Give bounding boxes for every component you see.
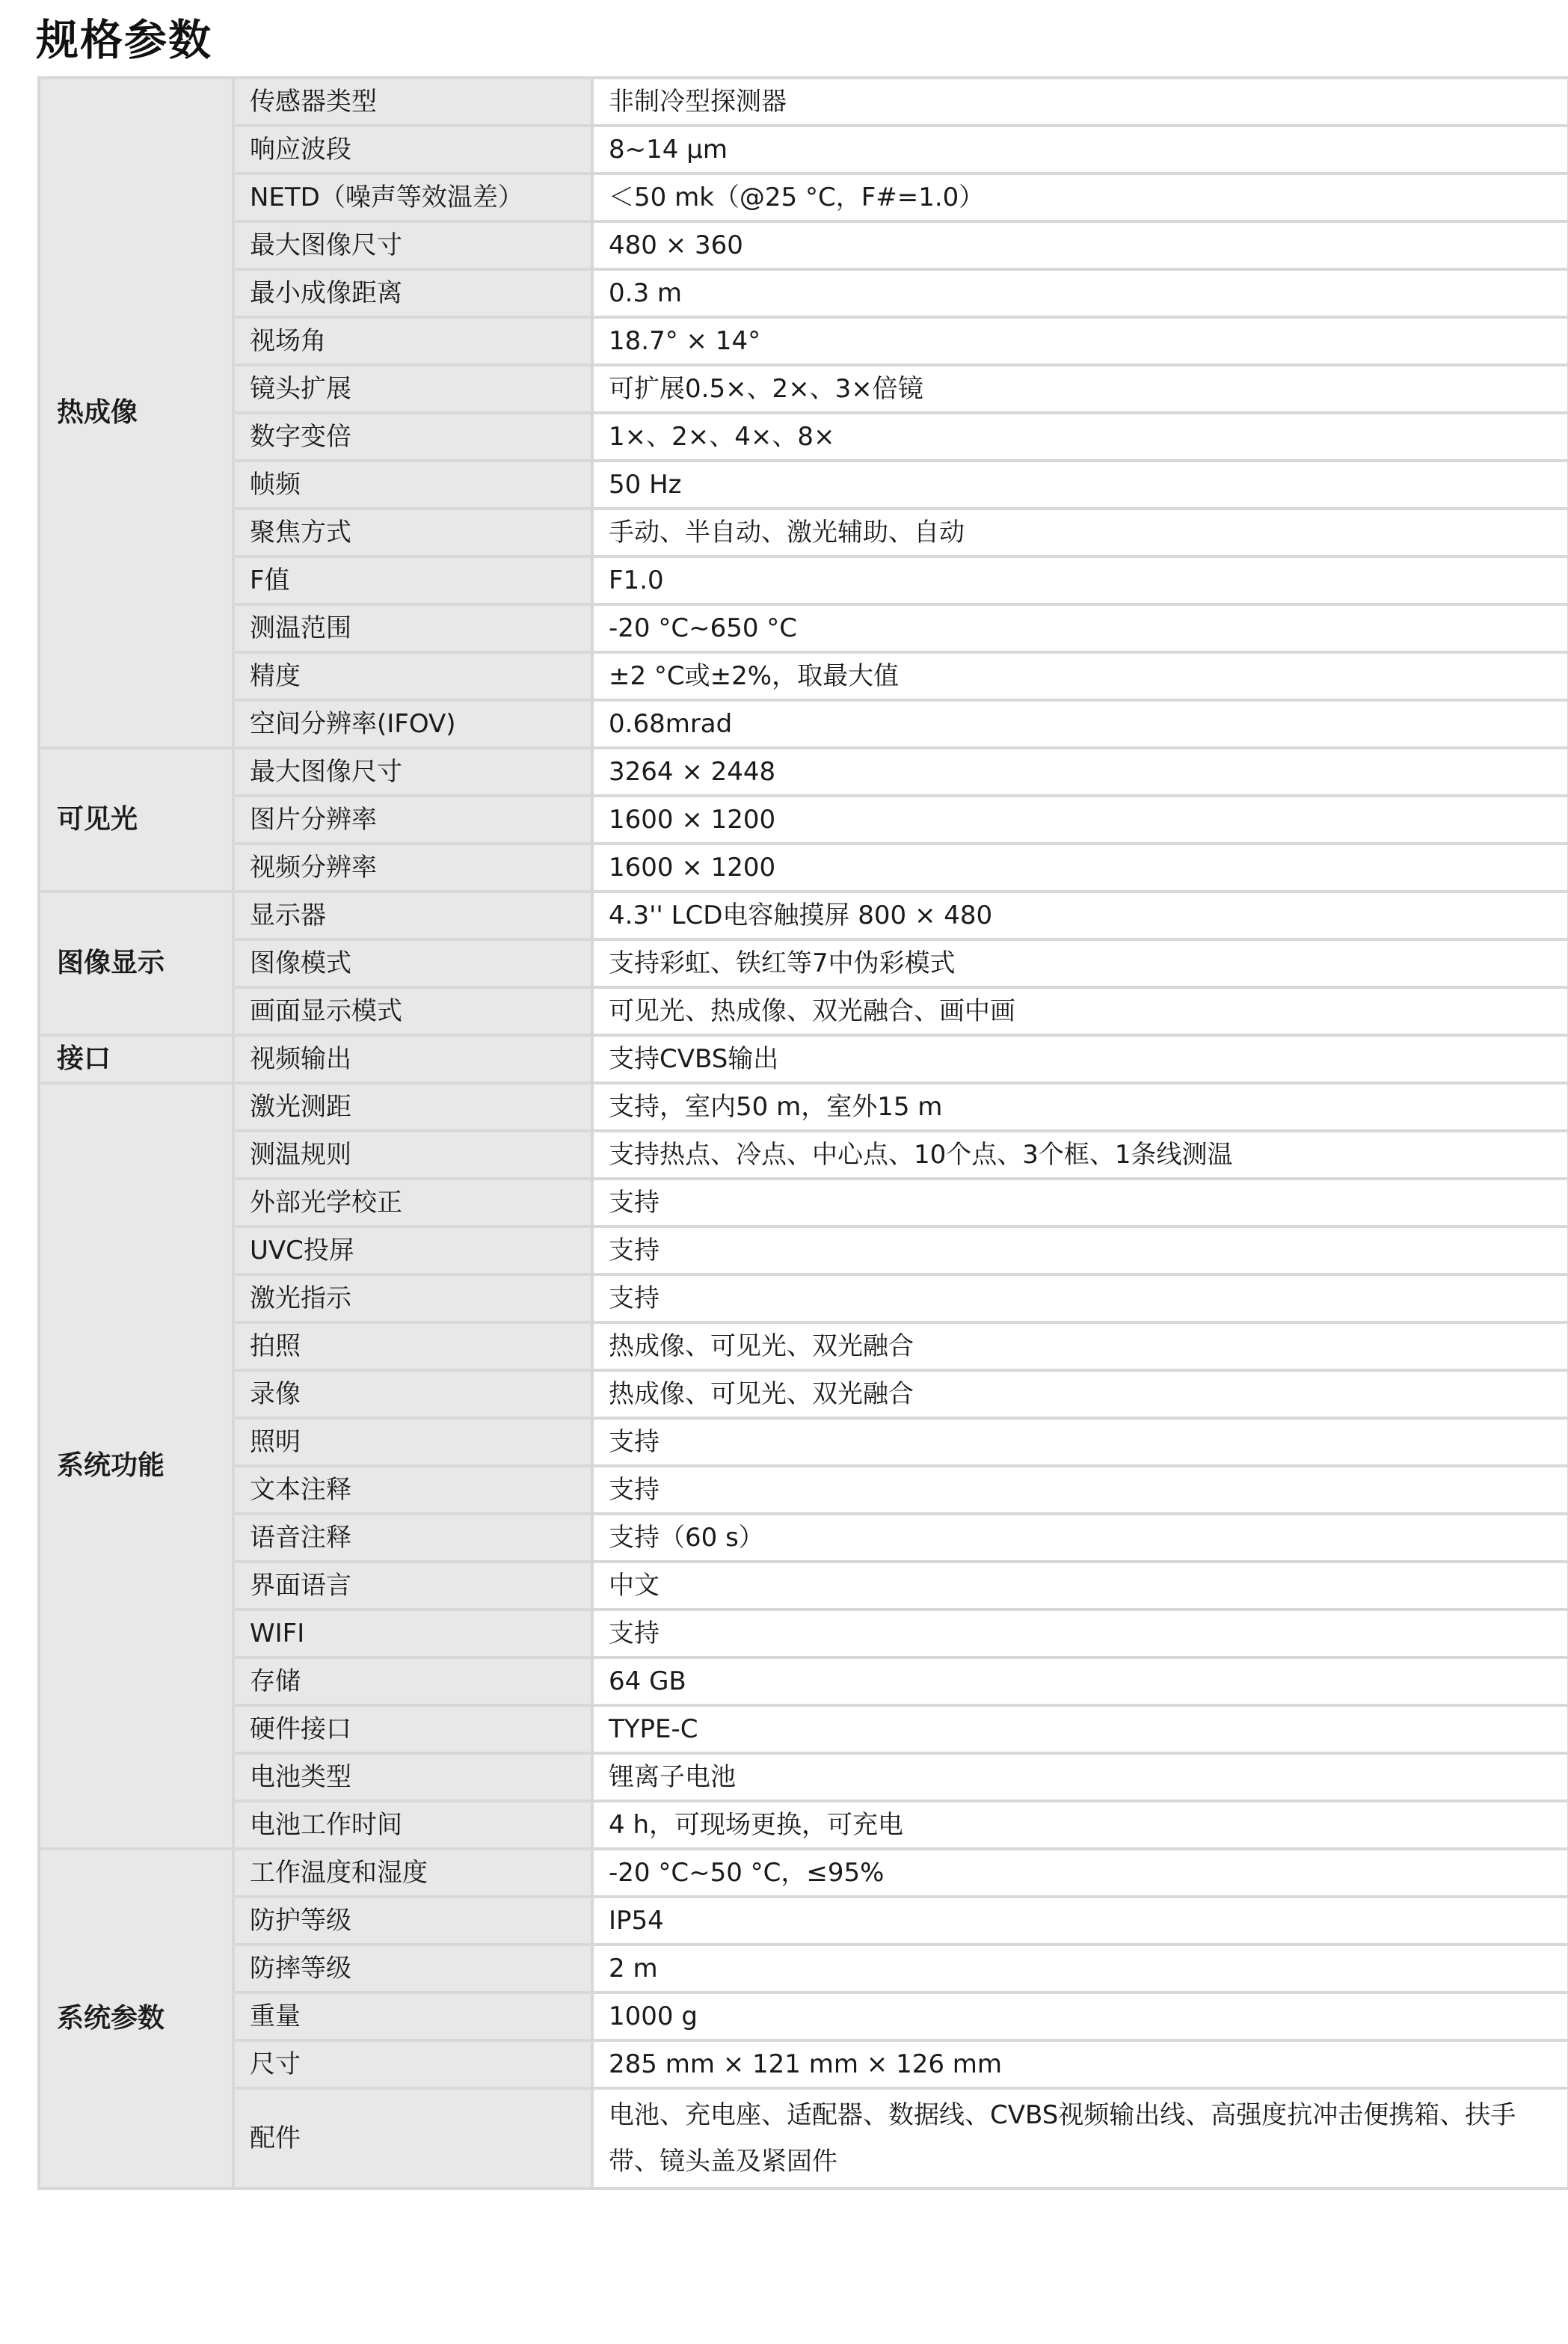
param-name: 聚焦方式 [233, 509, 592, 556]
table-row [39, 1179, 1568, 1227]
param-name: 传感器类型 [233, 78, 592, 126]
param-name: 硬件接口 [233, 1705, 592, 1753]
param-name: 激光测距 [233, 1083, 592, 1131]
table-row [39, 939, 1568, 987]
param-value: 50 Hz [592, 461, 1568, 509]
table-row [39, 987, 1568, 1035]
table-row [39, 461, 1568, 509]
table-row [39, 1705, 1568, 1753]
group-label: 系统参数 [39, 1849, 233, 2188]
spec-table-body [39, 78, 1568, 2188]
param-value: 285 mm × 121 mm × 126 mm [592, 2040, 1568, 2088]
param-name: 测温范围 [233, 604, 592, 652]
param-value: F1.0 [592, 556, 1568, 604]
param-name: 最大图像尺寸 [233, 748, 592, 796]
param-name: 外部光学校正 [233, 1179, 592, 1227]
param-name: 响应波段 [233, 126, 592, 174]
param-value: 锂离子电池 [592, 1753, 1568, 1801]
table-row [39, 1945, 1568, 1992]
param-value: 热成像、可见光、双光融合 [592, 1370, 1568, 1418]
table-row [39, 796, 1568, 844]
table-row [39, 604, 1568, 652]
param-value: 支持，室内50 m，室外15 m [592, 1083, 1568, 1131]
table-row [39, 1370, 1568, 1418]
table-row [39, 78, 1568, 126]
table-row [39, 1992, 1568, 2040]
param-value: 1600 × 1200 [592, 844, 1568, 892]
param-value: 0.3 m [592, 269, 1568, 317]
group-label: 热成像 [39, 78, 233, 748]
param-name: 语音注释 [233, 1514, 592, 1562]
param-value: 支持热点、冷点、中心点、10个点、3个框、1条线测温 [592, 1131, 1568, 1179]
param-name: 数字变倍 [233, 413, 592, 461]
param-name: 精度 [233, 652, 592, 700]
param-name: 存储 [233, 1657, 592, 1705]
table-row [39, 1514, 1568, 1562]
param-name: 视场角 [233, 317, 592, 365]
param-value: 18.7° × 14° [592, 317, 1568, 365]
table-row [39, 1227, 1568, 1274]
table-row [39, 2040, 1568, 2088]
param-name: 显示器 [233, 892, 592, 939]
param-value: 手动、半自动、激光辅助、自动 [592, 509, 1568, 556]
param-name: 空间分辨率(IFOV) [233, 700, 592, 748]
table-row [39, 1083, 1568, 1131]
param-name: 图片分辨率 [233, 796, 592, 844]
param-name: 界面语言 [233, 1562, 592, 1610]
param-name: 最小成像距离 [233, 269, 592, 317]
param-name: 录像 [233, 1370, 592, 1418]
table-row [39, 1562, 1568, 1610]
table-row [39, 1131, 1568, 1179]
param-name: UVC投屏 [233, 1227, 592, 1274]
param-name: 视频输出 [233, 1035, 592, 1083]
table-row [39, 269, 1568, 317]
param-value: 支持 [592, 1466, 1568, 1514]
param-value: 0.68mrad [592, 700, 1568, 748]
table-row [39, 748, 1568, 796]
param-value: 支持彩虹、铁红等7中伪彩模式 [592, 939, 1568, 987]
param-value: 支持CVBS输出 [592, 1035, 1568, 1083]
table-row [39, 2088, 1568, 2188]
param-name: 照明 [233, 1418, 592, 1466]
param-value: 可扩展0.5×、2×、3×倍镜 [592, 365, 1568, 413]
param-name: 配件 [233, 2088, 592, 2188]
param-name: NETD（噪声等效温差） [233, 174, 592, 221]
param-name: F值 [233, 556, 592, 604]
param-value: 中文 [592, 1562, 1568, 1610]
group-label: 图像显示 [39, 892, 233, 1035]
table-row [39, 1610, 1568, 1657]
param-value: 4.3'' LCD电容触摸屏 800 × 480 [592, 892, 1568, 939]
param-value: 支持 [592, 1179, 1568, 1227]
param-name: 画面显示模式 [233, 987, 592, 1035]
param-value: 4 h，可现场更换，可充电 [592, 1801, 1568, 1849]
param-value: 1×、2×、4×、8× [592, 413, 1568, 461]
table-row [39, 365, 1568, 413]
param-value: TYPE-C [592, 1705, 1568, 1753]
table-row [39, 556, 1568, 604]
param-name: 文本注释 [233, 1466, 592, 1514]
param-value: 非制冷型探测器 [592, 78, 1568, 126]
param-name: WIFI [233, 1610, 592, 1657]
param-value: 1600 × 1200 [592, 796, 1568, 844]
group-label: 接口 [39, 1035, 233, 1083]
param-name: 图像模式 [233, 939, 592, 987]
param-name: 尺寸 [233, 2040, 592, 2088]
param-name: 最大图像尺寸 [233, 221, 592, 269]
table-row [39, 221, 1568, 269]
table-row [39, 1466, 1568, 1514]
group-label: 可见光 [39, 748, 233, 892]
param-value: 支持（60 s） [592, 1514, 1568, 1562]
param-name: 拍照 [233, 1322, 592, 1370]
param-value: 2 m [592, 1945, 1568, 1992]
table-row [39, 174, 1568, 221]
param-value: 支持 [592, 1418, 1568, 1466]
param-name: 工作温度和湿度 [233, 1849, 592, 1897]
param-value: IP54 [592, 1897, 1568, 1945]
param-value: 支持 [592, 1274, 1568, 1322]
param-name: 电池类型 [233, 1753, 592, 1801]
param-value: -20 °C~650 °C [592, 604, 1568, 652]
param-name: 电池工作时间 [233, 1801, 592, 1849]
table-row [39, 1897, 1568, 1945]
group-label: 系统功能 [39, 1083, 233, 1849]
param-value: -20 °C~50 °C，≤95% [592, 1849, 1568, 1897]
param-value: ＜50 mk（@25 °C，F#=1.0） [592, 174, 1568, 221]
param-name: 镜头扩展 [233, 365, 592, 413]
table-row [39, 700, 1568, 748]
param-value: 480 × 360 [592, 221, 1568, 269]
table-row [39, 1801, 1568, 1849]
table-row [39, 1753, 1568, 1801]
param-name: 防摔等级 [233, 1945, 592, 1992]
table-row [39, 1418, 1568, 1466]
table-row [39, 317, 1568, 365]
param-name: 重量 [233, 1992, 592, 2040]
param-value: 1000 g [592, 1992, 1568, 2040]
table-row [39, 652, 1568, 700]
table-row [39, 892, 1568, 939]
table-row [39, 1849, 1568, 1897]
table-row [39, 509, 1568, 556]
param-name: 防护等级 [233, 1897, 592, 1945]
table-row [39, 844, 1568, 892]
table-row [39, 413, 1568, 461]
table-row [39, 1657, 1568, 1705]
param-name: 视频分辨率 [233, 844, 592, 892]
param-value: 8~14 μm [592, 126, 1568, 174]
table-row [39, 1035, 1568, 1083]
table-row [39, 1322, 1568, 1370]
param-value: 热成像、可见光、双光融合 [592, 1322, 1568, 1370]
table-row [39, 1274, 1568, 1322]
param-value: ±2 °C或±2%，取最大值 [592, 652, 1568, 700]
param-value: 64 GB [592, 1657, 1568, 1705]
page-title: 规格参数 [36, 16, 212, 65]
param-value: 可见光、热成像、双光融合、画中画 [592, 987, 1568, 1035]
table-row [39, 126, 1568, 174]
param-name: 激光指示 [233, 1274, 592, 1322]
param-value: 3264 × 2448 [592, 748, 1568, 796]
param-name: 帧频 [233, 461, 592, 509]
param-name: 测温规则 [233, 1131, 592, 1179]
param-value: 电池、充电座、适配器、数据线、CVBS视频输出线、高强度抗冲击便携箱、扶手带、镜头盖及紧固件 [592, 2088, 1568, 2188]
spec-table [37, 76, 1568, 2190]
param-value: 支持 [592, 1227, 1568, 1274]
param-value: 支持 [592, 1610, 1568, 1657]
